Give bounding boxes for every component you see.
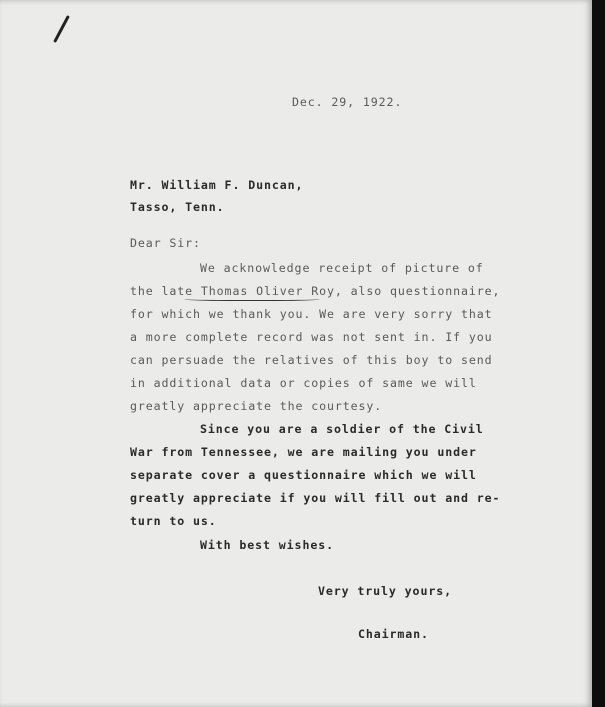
recipient-name: Mr. William F. Duncan, [130,178,304,192]
handwritten-underline [184,297,320,301]
pencil-mark [53,15,70,43]
recipient-place: Tasso, Tenn. [130,200,225,214]
body-line: for which we thank you. We are very sorry that [130,307,493,321]
body-line: can persuade the relatives of this boy to send [130,353,493,367]
body-line: Since you are a soldier of the Civil [200,422,484,436]
body-line: in additional data or copies of same we will [130,376,477,390]
body-line: greatly appreciate if you will fill out and re- [130,491,501,505]
signature-title: Chairman. [358,627,429,641]
body-line: turn to us. [130,514,217,528]
salutation: Dear Sir: [130,236,201,250]
body-line: separate cover a questionnaire which we will [130,468,477,482]
underlined-name: Thomas Oliver Roy, [200,284,343,298]
body-line: a more complete record was not sent in. If you [130,330,493,344]
closing-wish: With best wishes. [200,538,334,552]
body-line: the late Thomas Oliver Roy, also questionnaire, [130,284,501,298]
body-line: We acknowledge receipt of picture of [200,261,484,275]
complimentary-close: Very truly yours, [318,584,452,598]
body-line: War from Tennessee, we are mailing you under [130,445,477,459]
letter-date: Dec. 29, 1922. [292,95,403,109]
body-line: greatly appreciate the courtesy. [130,399,383,413]
